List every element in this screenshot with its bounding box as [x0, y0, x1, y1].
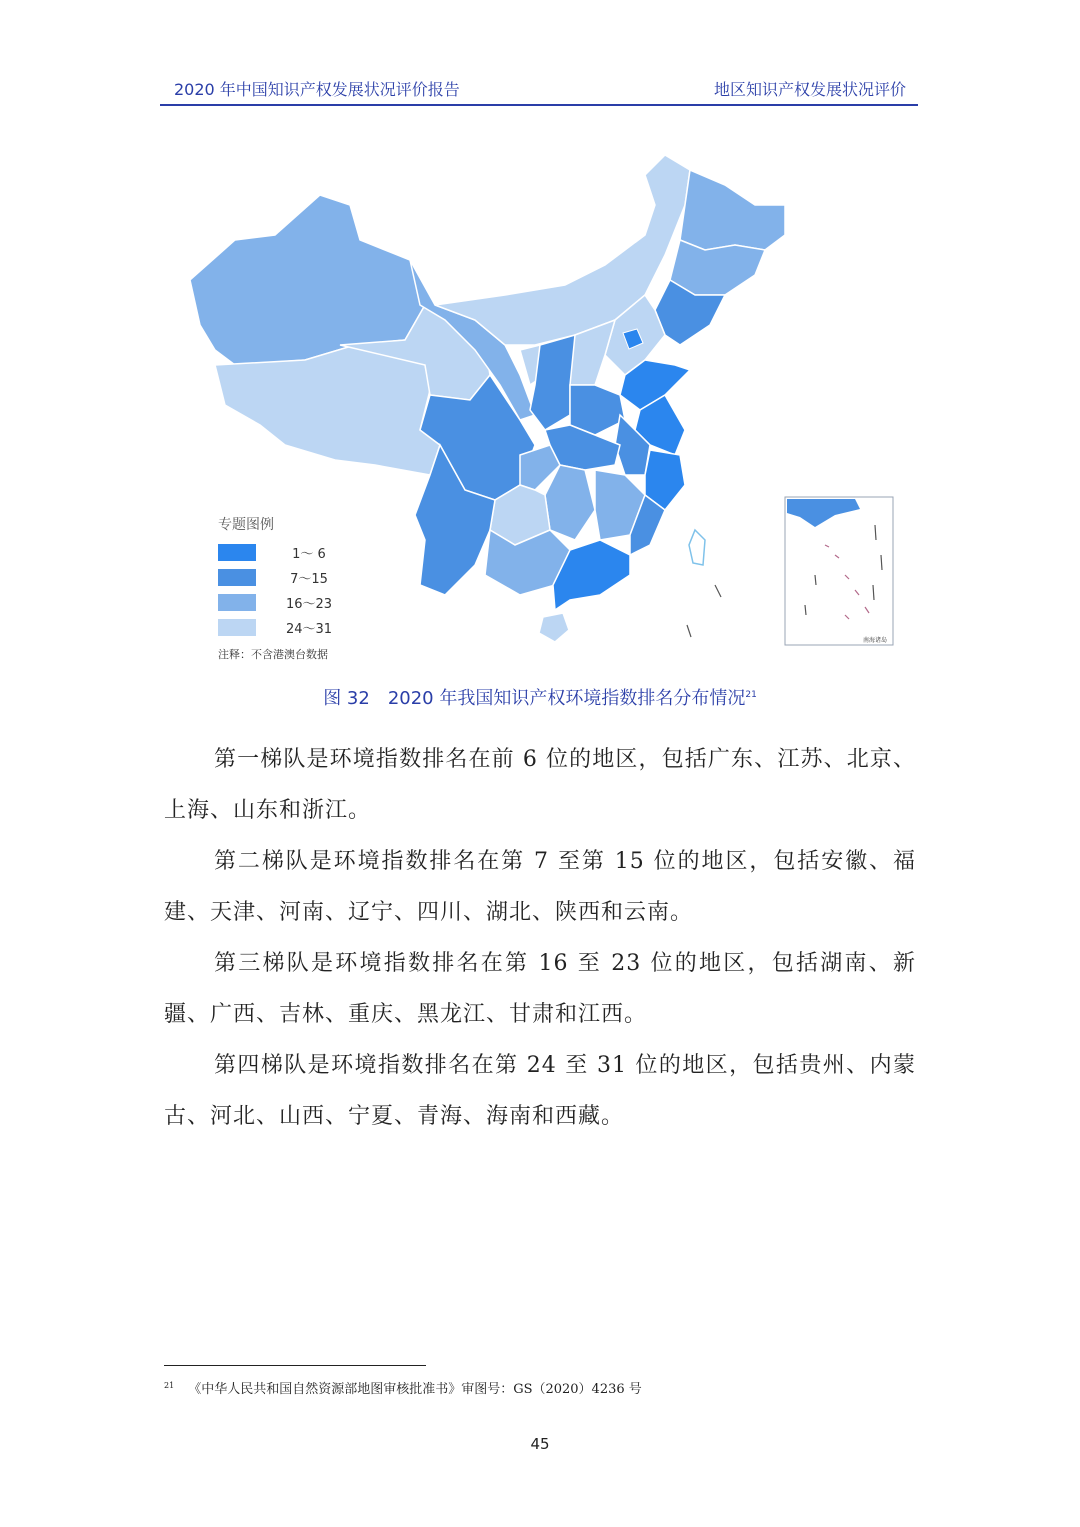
header-report-title: 2020 年中国知识产权发展状况评价报告	[174, 80, 460, 99]
figure-caption	[0, 684, 1080, 710]
legend-title: 专题图例	[218, 517, 274, 533]
footnote-divider	[164, 1365, 426, 1366]
page-header	[160, 74, 918, 106]
legend-label: 1～ 6	[292, 547, 326, 562]
legend-item	[218, 590, 388, 615]
caption-footnote-ref: 21	[745, 690, 757, 700]
legend-swatch	[218, 619, 256, 636]
region-jilin	[670, 240, 765, 295]
legend-label: 16～23	[285, 597, 333, 612]
header-section-title: 地区知识产权发展状况评价	[713, 80, 906, 99]
region-taiwan	[689, 530, 705, 565]
legend-item	[218, 615, 388, 640]
caption-text: 图 32 2020 年我国知识产权环境指数排名分布情况	[323, 688, 746, 709]
page-number: 45	[530, 1435, 550, 1453]
region-hainan	[539, 613, 569, 642]
footnote-text: 《中华人民共和国自然资源部地图审核批准书》审图号：GS（2020）4236 号	[188, 1382, 642, 1397]
south-sea-inset	[785, 497, 893, 645]
paragraph-tier-2: 第二梯队是环境指数排名在第 7 至第 15 位的地区，包括安徽、福建、天津、河南、辽宁、四川、湖北、陕西和云南。	[164, 849, 916, 925]
legend-item	[218, 540, 388, 565]
legend-swatch	[218, 594, 256, 611]
legend-label: 7～15	[290, 572, 328, 587]
region-heilongjiang	[680, 170, 785, 250]
footnote	[164, 1378, 642, 1397]
paragraph-tier-3: 第三梯队是环境指数排名在第 16 至 23 位的地区，包括湖南、新疆、广西、吉林、重庆、黑龙江、甘肃和江西。	[164, 951, 916, 1027]
region-hunan	[545, 465, 595, 540]
footnote-number: 21	[164, 1380, 175, 1390]
map-legend	[218, 514, 388, 662]
region-xinjiang	[190, 195, 425, 365]
legend-item	[218, 565, 388, 590]
body-text	[164, 734, 916, 1142]
map-note: 注释：不含港澳台数据	[218, 648, 328, 661]
legend-swatch	[218, 569, 256, 586]
paragraph-tier-4: 第四梯队是环境指数排名在第 24 至 31 位的地区，包括贵州、内蒙古、河北、山西、宁夏、青海、海南和西藏。	[164, 1053, 916, 1129]
paragraph-tier-1: 第一梯队是环境指数排名在前 6 位的地区，包括广东、江苏、北京、上海、山东和浙江。	[164, 747, 916, 823]
inset-label: 南海诸岛	[862, 637, 888, 644]
legend-label: 24～31	[285, 622, 333, 637]
legend-swatch	[218, 544, 256, 561]
